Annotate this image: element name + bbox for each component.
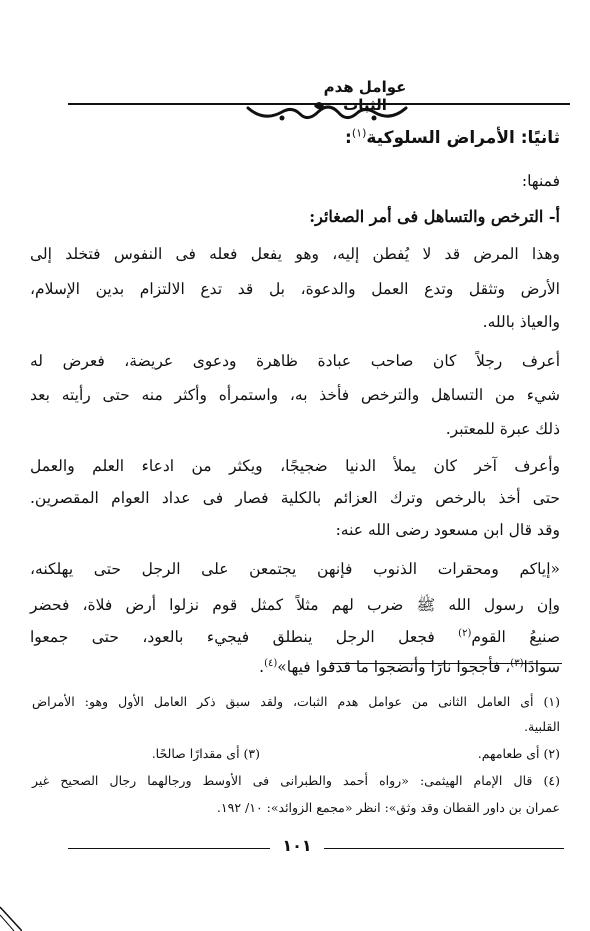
- footnote-ref-2: (٢): [458, 627, 472, 639]
- running-header: عوامل هدم الثبات: [323, 78, 407, 114]
- bottom-rule-right: [324, 848, 564, 849]
- quote-line-3-end: فجعل الرجل ينطلق فيجيء بالعود، حتى جمعوا: [30, 628, 459, 646]
- intro-line: فمنها:: [521, 172, 560, 190]
- paragraph-2-line-1: أعرف رجلاً كان صاحب عبادة ظاهرة ودعوى عريضة، فعرض له: [30, 352, 560, 370]
- header-ornament: [68, 96, 570, 126]
- paragraph-2-line-3: ذلك عبرة للمعتبر.: [445, 420, 560, 438]
- quote-line-3-start: صنيعُ القوم: [471, 628, 560, 646]
- subheading: أ- الترخص والتساهل فى أمر الصغائر:: [309, 207, 560, 226]
- footnote-separator: [330, 663, 562, 664]
- footnote-4-line-1: (٤) قال الإمام الهيثمى: «رواه أحمد والطبرانى فى الأوسط ورجالهما رجال الصحيح غير: [32, 773, 560, 788]
- quote-line-4: [259, 658, 560, 676]
- footnote-ref-4: (٤): [264, 657, 278, 669]
- section-heading-footnote-ref: (١): [351, 126, 367, 140]
- footnote-1-line-1: (١) أى العامل الثانى من عوامل هدم الثبات، ولقد سبق ذكر العامل الأول وهو: الأمراض: [32, 694, 560, 709]
- footnote-3: (٣) أى مقدارًا صالحًا.: [151, 746, 260, 761]
- page-number: ١٠١: [282, 836, 312, 855]
- quote-line-1: «إياكم ومحقرات الذنوب فإنهن يجتمعن على الرجل حتى يهلكنه،: [30, 560, 560, 578]
- quote-line-3: [30, 628, 560, 646]
- footnote-1-line-2: القلبية.: [524, 719, 560, 734]
- bottom-rule-left: [68, 848, 270, 849]
- footnote-2: (٢) أى طعامهم.: [477, 746, 560, 761]
- footnote-4-line-2: عمران بن داور القطان وقد وثق»: انظر «مجمع الزوائد»: ١٠/ ١٩٢.: [216, 800, 560, 815]
- paragraph-1-line-1: وهذا المرض قد لا يُفطن إليه، وهو يفعل فعله فى النفوس فتخلد إلى: [30, 245, 560, 263]
- paragraph-2-line-2: شيء من التساهل والترخص فأخذ به، واستمرأه وأكثر منه حتى رأيته بعد: [30, 386, 560, 404]
- paragraph-4-line-1: وقد قال ابن مسعود رضى الله عنه:: [335, 521, 560, 539]
- section-heading-text: ثانيًا: الأمراض السلوكية: [366, 128, 560, 148]
- quote-line-4-start: سوادًا: [523, 658, 560, 676]
- quote-line-4-middle: ، فأججوا نارًا وأنضجوا ما قذفوا فيها»: [277, 658, 511, 676]
- paragraph-1-line-2: الأرض وتثقل وتدع العمل والدعوة، بل قد تدع الالتزام بدين الإسلام،: [30, 280, 560, 298]
- paragraph-3-line-2: حتى أخذ بالرخص وترك العزائم بالكلية فصار فى عداد العوام المقصرين.: [30, 489, 560, 507]
- page-corner-mark: [0, 905, 22, 931]
- footnote-ref-3: (٣): [510, 657, 524, 669]
- section-heading: ثانيًا: الأمراض السلوكية$^{(١)}$:: [345, 126, 560, 148]
- paragraph-3-line-1: وأعرف آخر كان يملأ الدنيا ضجيجًا، ويكثر من ادعاء العلم والعمل: [30, 457, 560, 475]
- paragraph-1-line-3: والعياذ بالله.: [482, 313, 560, 331]
- quote-line-2: وإن رسول الله ﷺ ضرب لهم مثلاً كمثل قوم نزلوا أرض فلاة، فحضر: [30, 596, 560, 614]
- quote-line-4-end: .: [259, 658, 265, 676]
